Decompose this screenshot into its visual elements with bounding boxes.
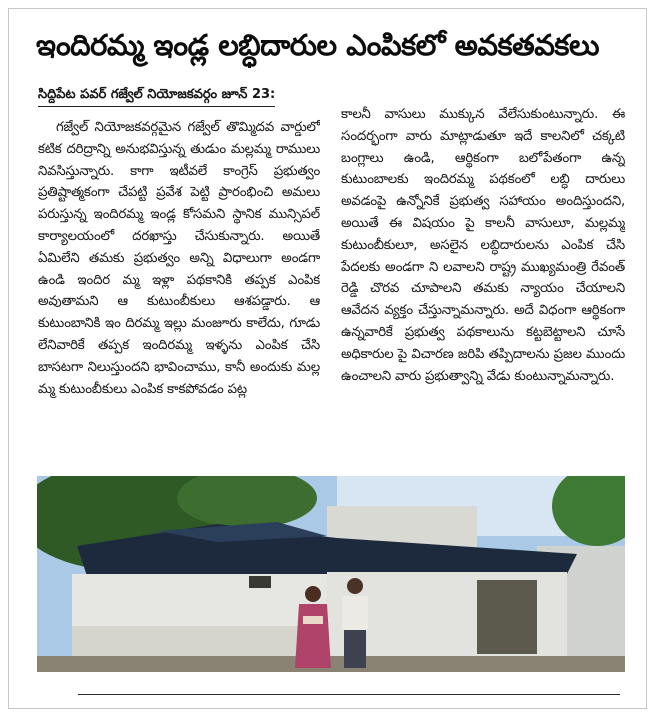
bottom-rule [78,694,620,695]
photo-window [249,576,271,588]
photo-woman-head [305,586,321,602]
photo-woman-paper [303,616,323,624]
photo-man-head [347,578,363,594]
photo-man-trousers [344,630,366,668]
house-photo-illustration [37,476,625,672]
article-body-right: కాలనీ వాసులు ముక్కున వేలేసుకుంటున్నారు. ఈ సందర్భంగా వారు మాట్లాడుతూ ఇదే కాలనిలో చక్కటి బంగ్లాలు ఉండి, ఆర్థికంగా బలోపేతంగా ఉన్న కుటుంబాలకు ఇందిరమ్మ పథకంలో లబ్ధి దారులు అవడంపై ఉన్నోనికే ప్రభుత్వ సహాయం అందిస్తుందని, అయితే ఈ విషయం పై కాలనీ వాసులూ, మల్లమ్మ కుటుంబీకులూ, అసలైన లబ్ధిదారులను ఎంపిక చేసి పేదలకు అండగా ని లవాలని రాష్ట్ర ముఖ్యమంత్రి రేవంత్ రెడ్డి చొరవ చూపాలని తమకు న్యాయం చేయాలని ఆవేదన వ్యక్తం చేస్తున్నామన్నారు. అదే విధంగా ఆర్థికంగా ఉన్నవారికే ప్రభుత్వ పథకాలును కట్టబెట్టాలని చూసే అధికారుల పై విచారణ జరిపి తప్పిదాలను ప్రజల ముందు ఉంచాలని వారు ప్రభుత్వాన్ని వేడు కుంటున్నామన్నారు. [341,107,625,384]
article-dateline: సిద్దిపేట పవర్ గజ్వేల్ నియోజకవర్గం జూన్ 23: [38,85,275,107]
photo-woman-saree [295,604,331,668]
article-headline: ఇందిరమ్మ ఇండ్ల లబ్ధిదారుల ఎంపికలో అవకతవకలు [36,28,600,62]
photo-doorway [477,580,537,654]
photo-man-shirt [342,596,368,630]
article-photo [37,476,625,672]
article-body-left: గజ్వేల్ నియోజకవర్గమైన గజ్వేల్ తొమ్మిదవ వార్డులో కటిక దరిద్రాన్ని అనుభవిస్తున్న తుడుం మల్లమ్మ రాములు నివసిస్తున్నారు. కాగా ఇటీవలే కాంగ్రెస్ ప్రభుత్వం ప్రతిష్టాత్మకంగా చేపట్టి ప్రవేశ పెట్టి ప్రారంభించి అమలు పరుస్తున్న ఇందిరమ్మ ఇండ్ల కోసమని స్థానిక మున్సిపల్ కార్యాలయంలో దరఖాస్తు చేసుకున్నారు. అయితే ఏమిలేని తమకు ప్రభుత్వం అన్ని విధాలుగా అండగా ఉండి ఇందిర మ్మ ఇళ్లా పథకానికి తప్పక ఎంపిక అవుతామని ఆ కుటుంబీకులు ఆశపడ్డారు. ఆ కుటుంబానికి ఇం దిరమ్మ ఇల్లు మంజూరు కాలేదు, గూడు లేనివారికే తప్పక ఇందిరమ్మ ఇళ్ళను ఎంపిక చేసి బాసటగా నిలుస్తుందని భావించాము, కానీ అందుకు మల్ల మ్మ కుటుంబీకులు ఎంపిక కాకపోవడం పట్ల [38,120,320,397]
photo-ground [37,656,625,672]
article-column-left [38,83,320,475]
article-column-right [341,104,625,475]
